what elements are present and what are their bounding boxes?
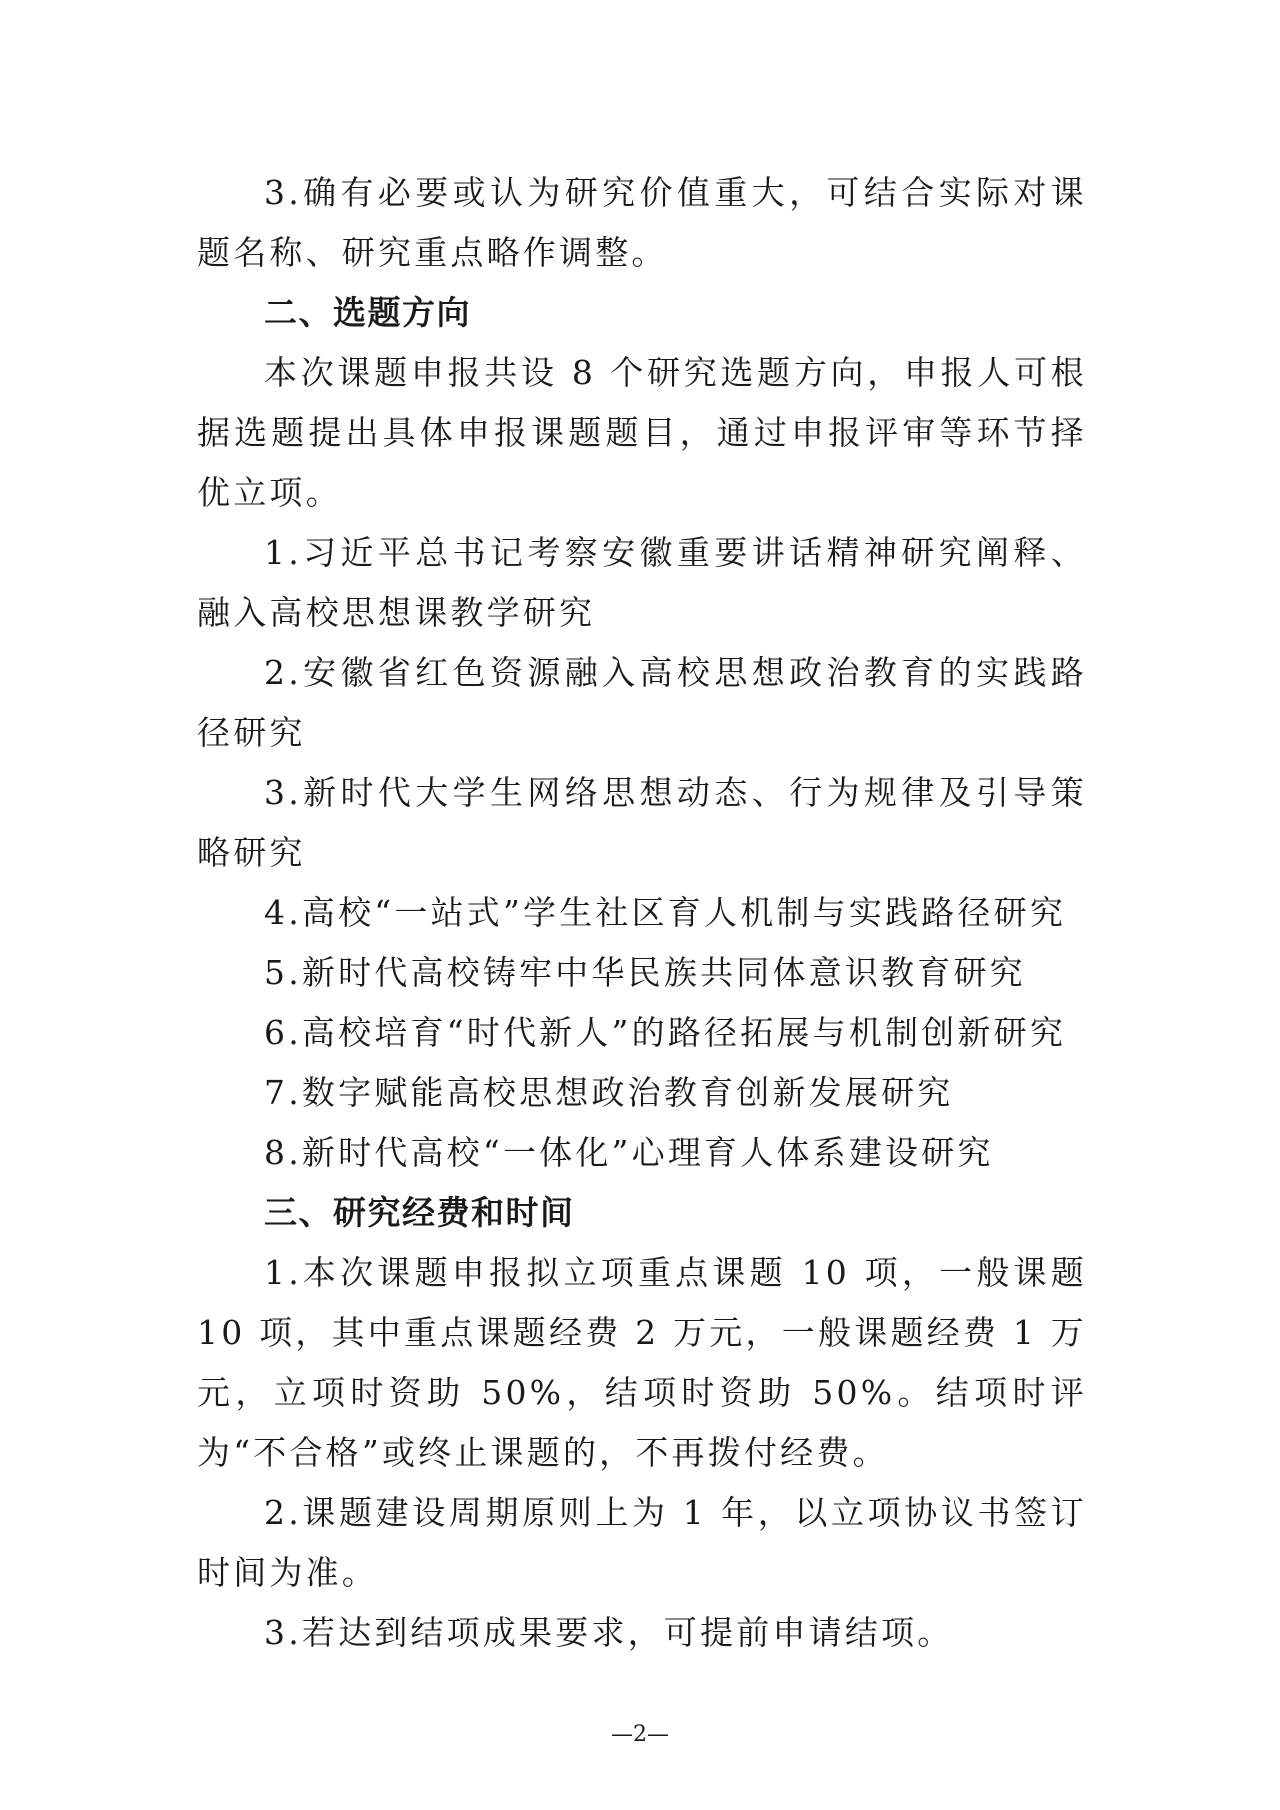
topic-item-2: 2.安徽省红色资源融入高校思想政治教育的实践路径研究: [197, 653, 1087, 752]
topic-item-1: 1.习近平总书记考察安徽重要讲话精神研究阐释、融入高校思想课教学研究: [197, 533, 1087, 632]
document-body: [197, 163, 1087, 1663]
topic-item-7: 7.数字赋能高校思想政治教育创新发展研究: [264, 1073, 954, 1112]
topic-item-6: 6.高校培育“时代新人”的路径拓展与机制创新研究: [264, 1013, 1067, 1052]
paragraph-item-adjustment: 3.确有必要或认为研究价值重大，可结合实际对课题名称、研究重点略作调整。: [197, 173, 1087, 272]
page-number: —2—: [611, 1722, 669, 1747]
funding-item-1: 1.本次课题申报拟立项重点课题 10 项，一般课题 10 项，其中重点课题经费 2 万元，一般课题经费 1 万元，立项时资助 50%，结项时资助 50%。结项时评为“不合格”或终止课题的，不再拨付经费。: [197, 1253, 1087, 1472]
topic-item-3: 3.新时代大学生网络思想动态、行为规律及引导策略研究: [197, 773, 1087, 872]
section-heading-topic-directions: 二、选题方向: [264, 293, 471, 332]
section-heading-funding-time: 三、研究经费和时间: [264, 1193, 575, 1232]
topic-item-8: 8.新时代高校“一体化”心理育人体系建设研究: [264, 1133, 994, 1172]
topic-item-4: 4.高校“一站式”学生社区育人机制与实践路径研究: [264, 893, 1067, 932]
paragraph-topic-intro: 本次课题申报共设 8 个研究选题方向，申报人可根据选题提出具体申报课题题目，通过申报评审等环节择优立项。: [197, 353, 1087, 512]
topic-item-5: 5.新时代高校铸牢中华民族共同体意识教育研究: [264, 953, 1026, 992]
funding-item-2: 2.课题建设周期原则上为 1 年，以立项协议书签订时间为准。: [197, 1493, 1087, 1592]
funding-item-3: 3.若达到结项成果要求，可提前申请结项。: [264, 1613, 954, 1652]
